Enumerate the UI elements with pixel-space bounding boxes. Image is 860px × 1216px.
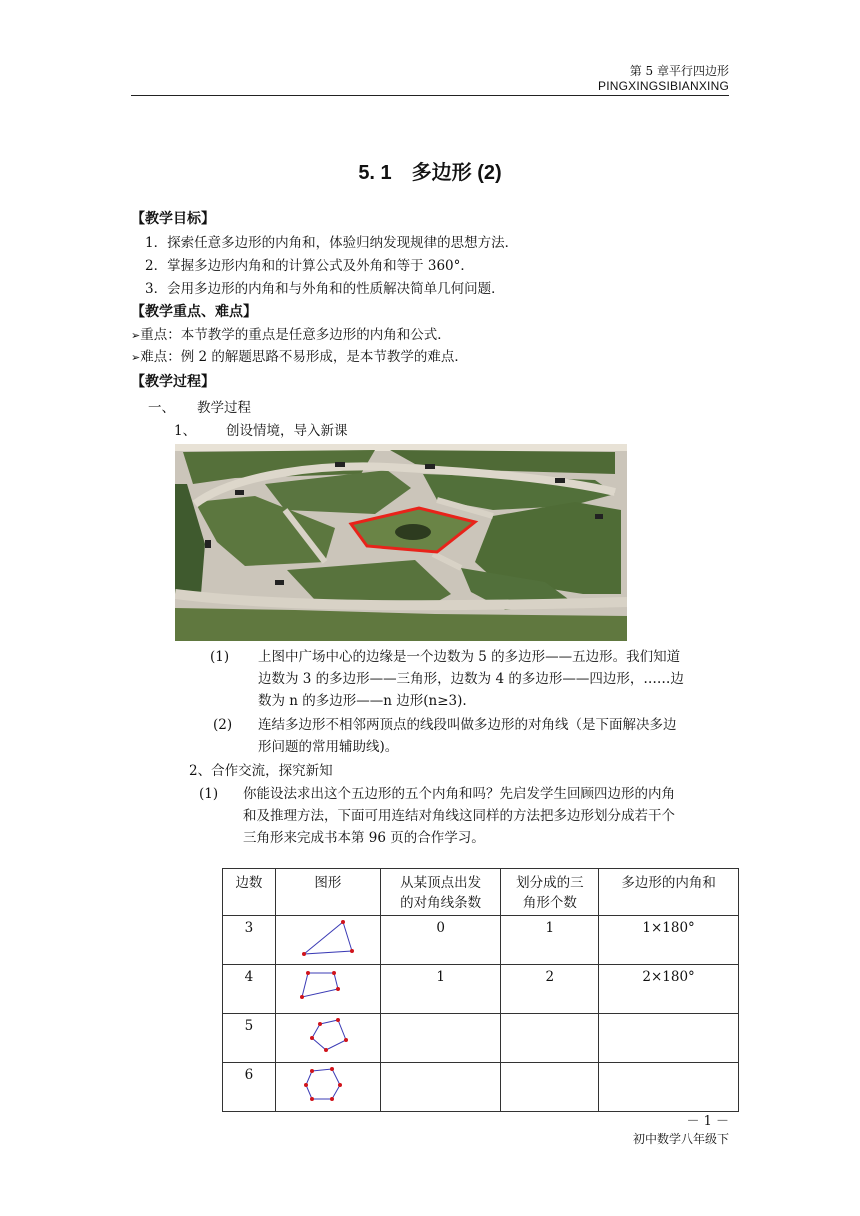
part-title: 教学过程 (197, 400, 251, 416)
sub-title: 创设情境，导入新课 (226, 423, 348, 439)
keypoint-item: ➢难点：例 2 的解题思路不易形成，是本节教学的难点． (131, 349, 468, 365)
polygon-angle-table (222, 868, 739, 1112)
process-heading: 【教学过程】 (131, 374, 215, 390)
para-number: (1) (210, 649, 230, 665)
arrow-bullet-icon: ➢ (131, 329, 141, 342)
sub-title: 2、合作交流，探究新知 (189, 763, 333, 779)
shape-cell (275, 916, 380, 965)
goal-item: 3．会用多边形的内角和与外角和的性质解决简单几何问题． (145, 281, 505, 297)
para-line: 和及推理方法，下面可用连结对角线这同样的方法把多边形划分成若干个 (243, 808, 675, 824)
arrow-bullet-icon: ➢ (131, 351, 141, 364)
table-row (223, 1063, 739, 1112)
sub-number: 1、 (174, 423, 197, 439)
shape-cell (275, 1014, 380, 1063)
triangles-cell (501, 1014, 599, 1063)
shape-cell (275, 1063, 380, 1112)
diagonals-cell: 0 (380, 916, 501, 965)
diagonals-cell (380, 1063, 501, 1112)
header-cell: 边数 (223, 869, 276, 916)
diagonals-cell: 1 (380, 965, 501, 1014)
table-row (223, 965, 739, 1014)
shape-cell (275, 965, 380, 1014)
plaza-photo (175, 444, 627, 641)
page-number: － 1 － (686, 1114, 729, 1129)
table-row (223, 916, 739, 965)
header-rule (131, 95, 729, 96)
sides-cell: 6 (223, 1063, 276, 1112)
chapter-header: 第 5 章平行四边形 (629, 64, 729, 78)
angle-sum-cell: 2×180° (599, 965, 739, 1014)
para-line: 连结多边形不相邻两顶点的线段叫做多边形的对角线（是下面解决多边 (258, 717, 677, 733)
angle-sum-cell: 1×180° (599, 916, 739, 965)
part-number: 一、 (148, 400, 175, 416)
angle-sum-cell (599, 1063, 739, 1112)
sides-cell: 4 (223, 965, 276, 1014)
table-row (223, 1014, 739, 1063)
para-line: 边数为 3 的多边形——三角形，边数为 4 的多边形——四边形，……边 (258, 671, 684, 687)
header-cell: 从某顶点出发 的对角线条数 (380, 869, 501, 916)
angle-sum-cell (599, 1014, 739, 1063)
triangles-cell (501, 1063, 599, 1112)
quadrilateral-shape (288, 965, 368, 1009)
para-line: 数为 n 的多边形——n 边形(n≥3). (258, 693, 467, 709)
goals-heading: 【教学目标】 (131, 211, 215, 227)
sides-cell: 5 (223, 1014, 276, 1063)
header-cell: 图形 (275, 869, 380, 916)
table-header-row (223, 869, 739, 916)
keypoints-heading: 【教学重点、难点】 (131, 304, 257, 320)
chapter-pinyin: PINGXINGSIBIANXING (598, 79, 729, 93)
keypoint-item: ➢重点：本节教学的重点是任意多边形的内角和公式． (131, 327, 451, 343)
sides-cell: 3 (223, 916, 276, 965)
triangles-cell: 1 (501, 916, 599, 965)
para-number: (2) (213, 717, 233, 733)
triangles-cell: 2 (501, 965, 599, 1014)
page-title: 5. 1 多边形 (2) (358, 162, 502, 184)
triangle-shape (288, 916, 368, 960)
para-line: 三角形来完成书本第 96 页的合作学习。 (243, 830, 485, 846)
para-line: 形问题的常用辅助线)。 (258, 739, 399, 755)
para-number: (1) (199, 786, 219, 802)
hexagon-shape (288, 1063, 368, 1107)
header-cell: 划分成的三 角形个数 (501, 869, 599, 916)
para-line: 你能设法求出这个五边形的五个内角和吗？先启发学生回顾四边形的内角 (243, 786, 675, 802)
goal-item: 2．掌握多边形内角和的计算公式及外角和等于 360°． (145, 258, 474, 274)
header-cell: 多边形的内角和 (599, 869, 739, 916)
book-name: 初中数学八年级下 (632, 1132, 729, 1146)
diagonals-cell (380, 1014, 501, 1063)
pentagon-shape (288, 1014, 368, 1058)
para-line: 上图中广场中心的边缘是一个边数为 5 的多边形——五边形。我们知道 (258, 649, 681, 665)
goal-item: 1．探索任意多边形的内角和，体验归纳发现规律的思想方法． (145, 235, 519, 251)
